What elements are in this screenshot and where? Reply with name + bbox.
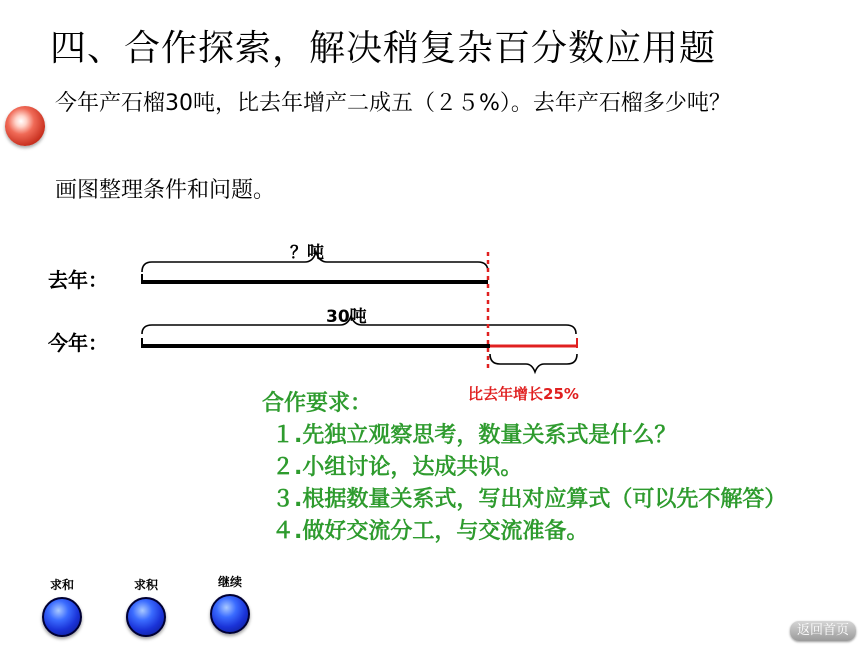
growth-label: 比去年增长25%	[468, 385, 579, 403]
requirement-item: ４.做好交流分工，与交流准备。	[272, 519, 589, 544]
red-ball-bullet-icon	[5, 106, 45, 146]
requirements-heading: 合作要求：	[262, 391, 373, 416]
last-year-brace-label: ？吨	[290, 243, 324, 263]
problem-text: 今年产石榴30吨，比去年增产二成五（２５%）。去年产石榴多少吨？	[55, 91, 731, 116]
blue-orb-icon[interactable]	[210, 594, 250, 634]
page-title: 四、合作探索，解决稍复杂百分数应用题	[50, 28, 717, 69]
requirement-item: ２.小组讨论，达成共识。	[272, 455, 523, 480]
instruction-text: 画图整理条件和问题。	[55, 178, 276, 203]
cooperation-requirements	[262, 388, 842, 548]
this-year-brace-label: 30吨	[326, 307, 367, 327]
this-year-label: 今年：	[48, 331, 108, 355]
sum-button-label: 求和	[49, 578, 74, 592]
home-button[interactable]: 返回首页	[790, 621, 856, 641]
blue-orb-icon[interactable]	[126, 597, 166, 637]
continue-button-label: 继续	[217, 575, 242, 589]
sum-button[interactable]	[42, 576, 82, 637]
blue-orb-icon[interactable]	[42, 597, 82, 637]
requirement-item: １.先独立观察思考，数量关系式是什么？	[272, 423, 677, 448]
product-button-label: 求积	[133, 578, 158, 592]
continue-button[interactable]	[210, 573, 250, 634]
product-button[interactable]	[126, 576, 166, 637]
last-year-label: 去年：	[48, 268, 108, 292]
requirement-item: ３.根据数量关系式，写出对应算式（可以先不解答）	[272, 487, 787, 512]
growth-brace	[490, 354, 577, 372]
line-segment-diagram	[0, 220, 860, 380]
